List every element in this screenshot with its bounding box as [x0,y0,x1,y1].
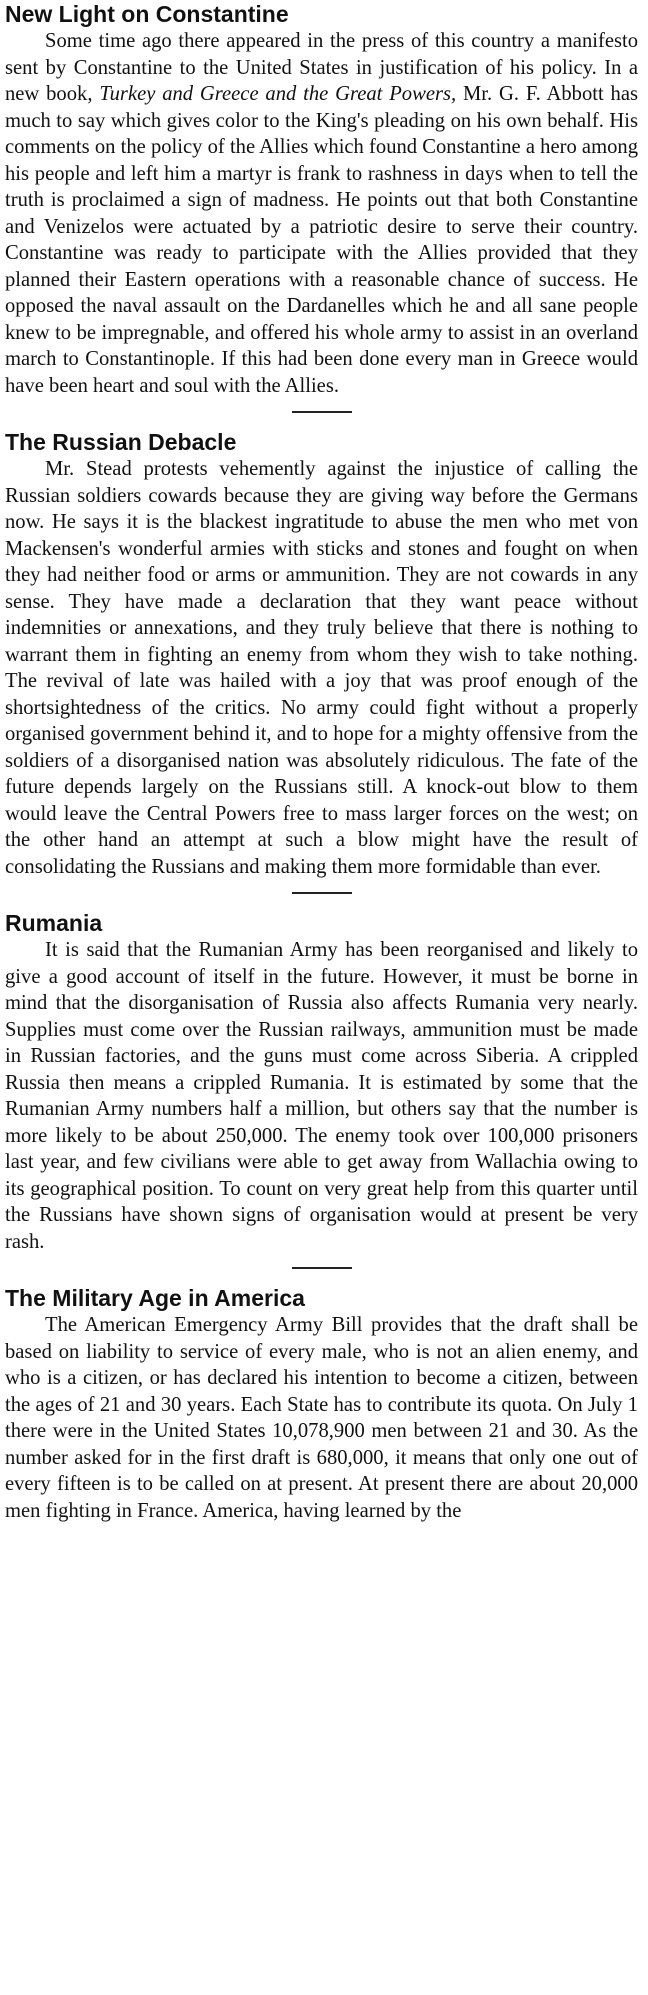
article-section-military-age [5,1284,638,1524]
section-heading: The Russian Debacle [5,429,237,455]
section-body [5,456,638,880]
section-divider [292,892,352,894]
section-divider [292,1267,352,1269]
section-heading: The Military Age in America [5,1285,305,1311]
book-title: Turkey and Greece and the Great Powers, [99,83,457,105]
section-body [5,937,638,1255]
body-text-end: Mr. G. F. Abbott has much to say which gives color to the King's pleading on his own behalf. His comments on the policy of the Allies which found Constantine a hero among his people and left him a martyr is frank to rashness in days when to tell the truth is proclaimed a sign of madness. He points out that both Constantine and Venizelos were actuated by a patriotic desire to serve their country. Constantine was ready to participate with the Allies provided that they planned their Eastern operations with a reasonable chance of success. He opposed the naval assault on the Dardanelles which he and all sane people knew to be impregnable, and offered his whole army to assist in an overland march to Constantinople. If this had been done every man in Greece would have been heart and soul with the Allies. [5,83,638,397]
section-heading: Rumania [5,910,103,936]
body-paragraph: Mr. Stead protests vehemently against the injustice of calling the Russian soldiers cowards because they are giving way before the Germans now. He says it is the blackest ingratitude to abuse the men who met von Mackensen's wonderful armies with sticks and stones and fought on when they had neither food or arms or ammunition. They are not cowards in any sense. They have made a declaration that they want peace without indemnities or annexations, and they truly believe that there is nothing to warrant them in fighting an enemy from whom they wish to take nothing. The revival of late was hailed with a joy that was proof enough of the shortsightedness of the critics. No army could fight without a properly organised government behind it, and to hope for a mighty offensive from the soldiers of a disorganised nation was absolutely ridiculous. The fate of the future depends largely on the Russians still. A knock-out blow to them would leave the Central Powers free to mass larger forces on the west; on the other hand an attempt at such a blow might have the result of consolidating the Russians and making them more formidable than ever. [5,458,638,878]
article-section-constantine [5,0,638,399]
body-paragraph [5,28,638,399]
body-paragraph: It is said that the Rumanian Army has been reorganised and likely to give a good account of itself in the future. However, it must be borne in mind that the disorganisation of Russia also affects Rumania very nearly. Supplies must come over the Russian railways, ammunition must be made in Russian factories, and the guns must come across Siberia. A crippled Russia then means a crippled Rumania. It is estimated by some that the Rumanian Army numbers half a million, but others say that the number is more likely to be about 250,000. The enemy took over 100,000 prisoners last year, and few civilians were able to get away from Wallachia owing to its geographical position. To count on very great help from this quarter until the Russians have shown signs of organisation would at present be very rash. [5,939,638,1253]
article-section-rumania [5,909,638,1255]
section-divider [292,411,352,413]
section-heading: New Light on Constantine [5,1,289,27]
body-paragraph: The American Emergency Army Bill provides that the draft shall be based on liability to service of every male, who is not an alien enemy, and who is a citizen, or has declared his intention to become a citizen, between the ages of 21 and 30 years. Each State has to contribute its quota. On July 1 there were in the United States 10,078,900 men between 21 and 30. As the number asked for in the first draft is 680,000, it means that only one out of every fifteen is to be called on at present. At present there are about 20,000 men fighting in France. America, having learned by the [5,1314,638,1522]
section-body [5,1312,638,1524]
article-section-russian-debacle [5,428,638,880]
body-text-start: Some time ago there appeared in the press of this country a manifesto sent by Constantine to the United States in justification of his policy. In a new book, [5,30,638,105]
section-body [5,28,638,399]
